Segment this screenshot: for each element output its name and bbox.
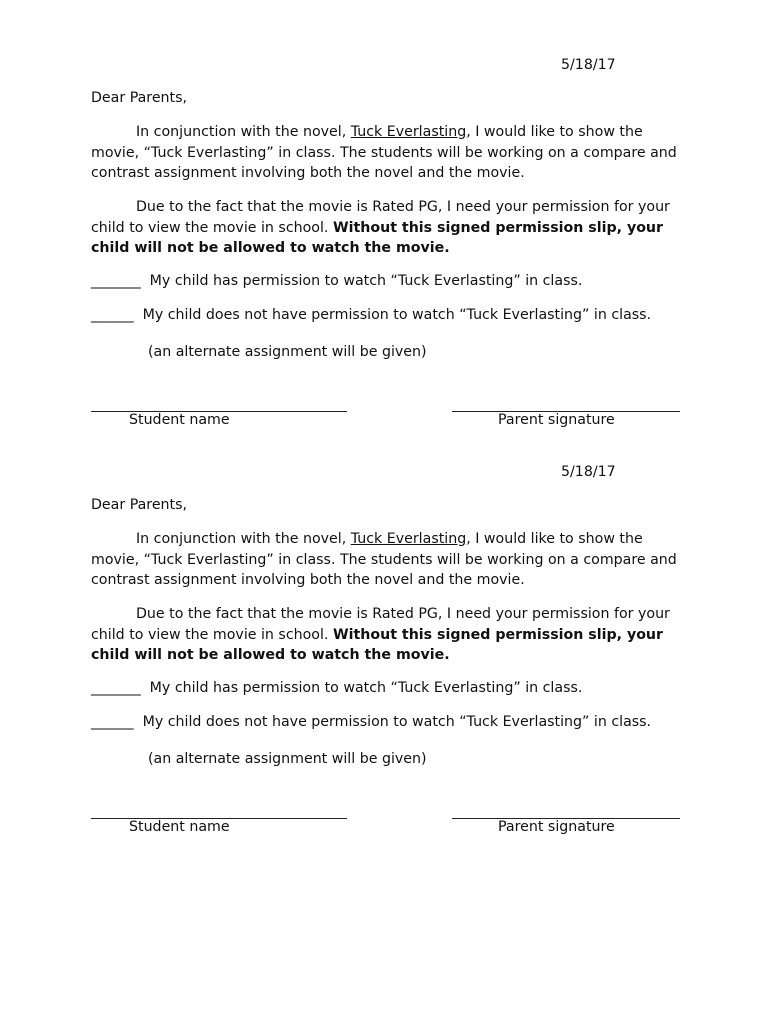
intro-text-before: In conjunction with the novel,	[136, 124, 351, 140]
permission-warning: Without this signed permission slip, your child will not be allowed to watch the movie.	[91, 219, 664, 257]
permission-warning: Without this signed permission slip, your child will not be allowed to watch the movie.	[91, 626, 664, 664]
check-blank[interactable]: ______	[91, 307, 134, 323]
permission-paragraph	[91, 604, 686, 666]
permission-text: Due to the fact that the movie is Rated PG, I need your permission for your child to view the movie in school.	[91, 199, 670, 236]
option-text: My child does not have permission to watch “Tuck Everlasting” in class.	[133, 307, 652, 323]
permission-paragraph	[91, 197, 686, 259]
intro-text-after: , I would like to show the movie, “Tuck Everlasting” in class. The students will be working on a compare and contrast assignment involving both the novel and the movie.	[91, 531, 677, 589]
greeting: Dear Parents,	[91, 90, 188, 106]
permission-slip-1	[0, 0, 770, 428]
parent-signature-label: Parent signature	[498, 819, 615, 835]
intro-text-after: , I would like to show the movie, “Tuck Everlasting” in class. The students will be working on a compare and contrast assignment involving both the novel and the movie.	[91, 124, 677, 182]
check-blank[interactable]: ______	[91, 714, 134, 730]
novel-title: Tuck Everlasting	[350, 124, 467, 140]
option-permission-granted[interactable]	[91, 273, 582, 289]
intro-paragraph	[91, 529, 686, 591]
intro-paragraph	[91, 122, 686, 184]
option-text: My child has permission to watch “Tuck Everlasting” in class.	[140, 273, 583, 289]
check-blank[interactable]: _______	[91, 680, 141, 696]
permission-slip-2	[0, 407, 770, 835]
date: 5/18/17	[561, 464, 616, 480]
option-permission-denied[interactable]	[91, 713, 686, 731]
alternate-assignment-note: (an alternate assignment will be given)	[148, 751, 427, 767]
option-permission-granted[interactable]	[91, 680, 582, 696]
student-name-label: Student name	[129, 819, 230, 835]
parent-signature-label: Parent signature	[498, 412, 615, 428]
date: 5/18/17	[561, 57, 616, 73]
alternate-assignment-note: (an alternate assignment will be given)	[148, 344, 427, 360]
student-name-label: Student name	[129, 412, 230, 428]
novel-title: Tuck Everlasting	[350, 531, 467, 547]
check-blank[interactable]: _______	[91, 273, 141, 289]
intro-text-before: In conjunction with the novel,	[136, 531, 351, 547]
option-text: My child does not have permission to watch “Tuck Everlasting” in class.	[133, 714, 652, 730]
option-permission-denied[interactable]	[91, 306, 686, 324]
greeting: Dear Parents,	[91, 497, 188, 513]
option-text: My child has permission to watch “Tuck Everlasting” in class.	[140, 680, 583, 696]
permission-text: Due to the fact that the movie is Rated PG, I need your permission for your child to view the movie in school.	[91, 606, 670, 643]
